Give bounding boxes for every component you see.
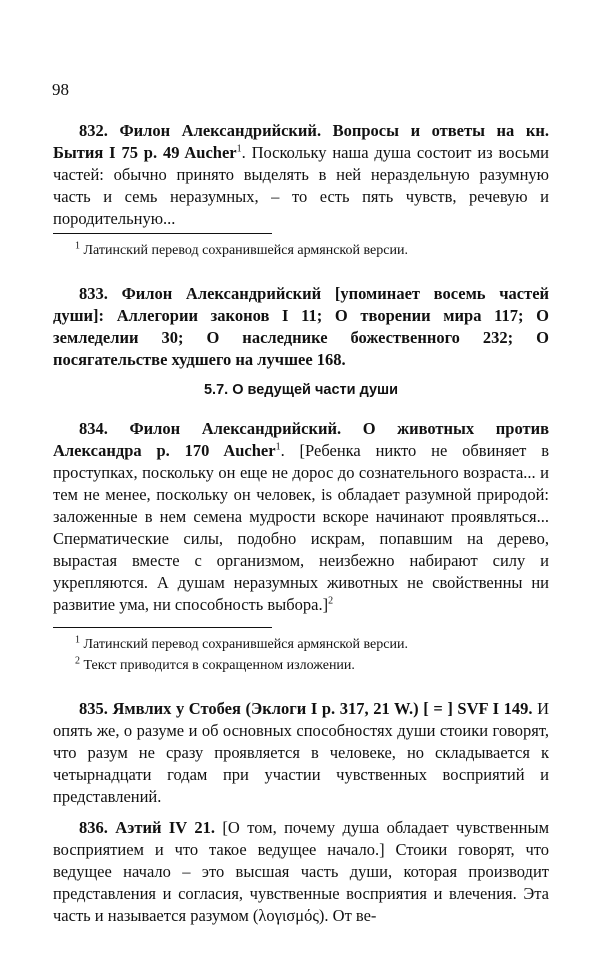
- entry-832-heading: Филон Александрийский. Вопросы и ответы на кн. Бытия I 75 p. 49 Aucher: [53, 121, 550, 162]
- entry-833-number: 833.: [79, 284, 108, 303]
- entry-832-text: . Поскольку наша душа состоит из восьми частей: обычно принято выделять в ней нераздельную разумную часть и семь неразумных, – то есть пять чувств, речевую и породительную...: [53, 143, 549, 228]
- entry-833-text: Аллегории законов I 11; О творении мира 117; О земледелии 30; О наследнике божественного 232; О посягательстве худшего на лучшее 168.: [53, 306, 549, 369]
- section-heading: 5.7. О ведущей части души: [203, 382, 399, 398]
- footnote-rule: [53, 233, 272, 234]
- entry-833-heading: Филон Александрийский: [121, 284, 322, 303]
- footnote-mark: 1: [236, 143, 242, 155]
- entry-836: [53, 817, 549, 927]
- footnote-mark: 2: [328, 595, 334, 607]
- entry-836-heading: Аэтий IV 21.: [115, 818, 215, 837]
- footnote-number: 1: [75, 240, 80, 252]
- footnote-832-1: [75, 242, 549, 260]
- footnote-number: 2: [75, 655, 80, 667]
- footnote-text: Латинский перевод сохранившейся армянской версии.: [83, 637, 408, 652]
- entry-834-heading: Филон Александрийский. О животных против Александра p. 170 Aucher: [53, 419, 549, 460]
- entry-834: [53, 418, 549, 616]
- entry-835-text: И опять же, о разуме и об основных способностях души стоики говорят, что разум не сразу проявляется в человеке, но складывается к четырнадцати годам при участии чувственных восприятий и представлений.: [53, 699, 550, 806]
- entry-836-text: Стоики говорят, что ведущее начало – это высшая часть души, которая производит представления и согласия, чувственные восприятия и влечения. Эта часть и называется разумом (λογισμός). От ве-: [53, 840, 550, 925]
- entry-832: [53, 120, 549, 230]
- footnote-mark: 1: [275, 441, 281, 453]
- entry-833: [53, 283, 549, 371]
- entry-836-number: 836.: [79, 818, 108, 837]
- entry-833-bracket: [упоминает восемь частей души]:: [53, 284, 550, 325]
- footnote-text: Текст приводится в сокращенном изложении.: [83, 658, 355, 673]
- entry-834-text: . [Ребенка никто не обвиняет в проступках, поскольку он еще не дорос до сознательного возраста... и тем не менее, поскольку он человек, is обладает разумной природой: заложенные в нем семена мудрости вскоре начинают проявляться... Сперматические силы, подобно искрам, попавшим на дерево, вырастая вместе с организмом, неизбежно набирают силу и укрепляются. А душам неразумных животных не свойственны ни развитие ума, ни способность выбора.]: [53, 441, 549, 614]
- entry-835-heading: Ямвлих у Стобея (Эклоги I p. 317, 21 W.) [ = ] SVF I 149.: [112, 699, 533, 718]
- entry-834-number: 834.: [79, 419, 108, 438]
- page-number: 98: [52, 80, 69, 99]
- entry-836-bracket: [О том, почему душа обладает чувственным восприятием и что такое ведущее начало.]: [53, 818, 550, 859]
- footnote-rule: [53, 627, 272, 628]
- footnote-834-1: [75, 636, 549, 654]
- footnote-number: 1: [75, 634, 80, 646]
- footnote-834-2: [75, 657, 549, 675]
- footnote-text: Латинский перевод сохранившейся армянской версии.: [83, 243, 408, 258]
- entry-832-number: 832.: [79, 121, 108, 140]
- entry-835-number: 835.: [79, 699, 108, 718]
- entry-835: [53, 698, 549, 808]
